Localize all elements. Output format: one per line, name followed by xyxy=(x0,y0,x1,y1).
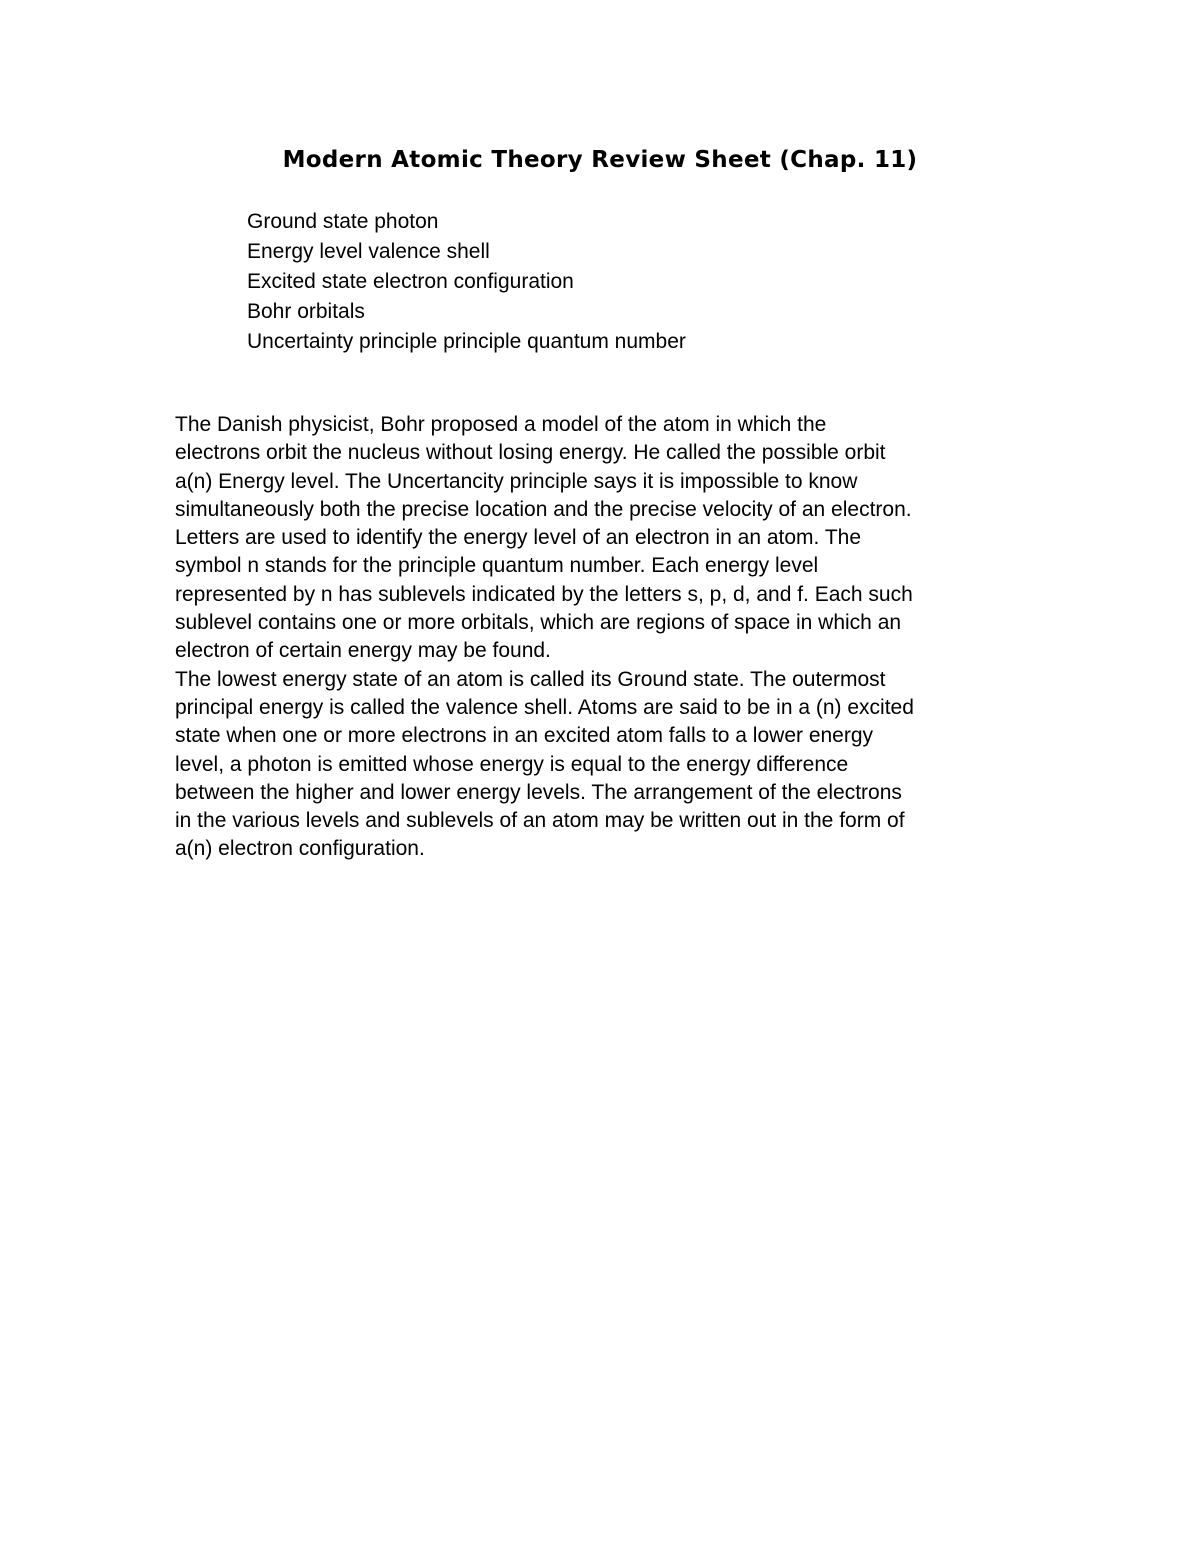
passage-line: The lowest energy state of an atom is called its Ground state. The outermost xyxy=(175,667,886,691)
vocab-line: Bohr orbitals xyxy=(247,300,365,323)
passage-line: sublevel contains one or more orbitals, which are regions of space in which an xyxy=(175,611,902,635)
vocabulary-list xyxy=(247,207,686,357)
passage-line: symbol n stands for the principle quantum number. Each energy level xyxy=(175,554,819,578)
passage-line: level, a photon is emitted whose energy is equal to the energy difference xyxy=(175,752,849,776)
vocab-line: Uncertainty principle principle quantum number xyxy=(247,330,686,353)
review-passage xyxy=(175,411,1035,864)
vocab-line: Excited state electron configuration xyxy=(247,270,574,293)
passage-line: a(n) Energy level. The Uncertancity principle says it is impossible to know xyxy=(175,469,858,493)
passage-line: electron of certain energy may be found. xyxy=(175,639,551,663)
passage-line: simultaneously both the precise location and the precise velocity of an electron. xyxy=(175,497,912,521)
vocab-line: Ground state photon xyxy=(247,210,439,233)
passage-line: The Danish physicist, Bohr proposed a model of the atom in which the xyxy=(175,413,827,436)
passage-line: Letters are used to identify the energy level of an electron in an atom. The xyxy=(175,526,862,550)
page-title: Modern Atomic Theory Review Sheet (Chap. 11) xyxy=(282,147,918,173)
passage-line: between the higher and lower energy levels. The arrangement of the electrons xyxy=(175,780,902,804)
passage-line: a(n) electron configuration. xyxy=(175,837,425,861)
passage-line: in the various levels and sublevels of an atom may be written out in the form of xyxy=(175,809,905,833)
passage-line: electrons orbit the nucleus without losing energy. He called the possible orbit xyxy=(175,441,886,465)
passage-line: principal energy is called the valence shell. Atoms are said to be in a (n) excited xyxy=(175,695,914,719)
passage-line: state when one or more electrons in an excited atom falls to a lower energy xyxy=(175,724,874,748)
passage-line: represented by n has sublevels indicated by the letters s, p, d, and f. Each such xyxy=(175,582,913,606)
vocab-line: Energy level valence shell xyxy=(247,240,490,263)
